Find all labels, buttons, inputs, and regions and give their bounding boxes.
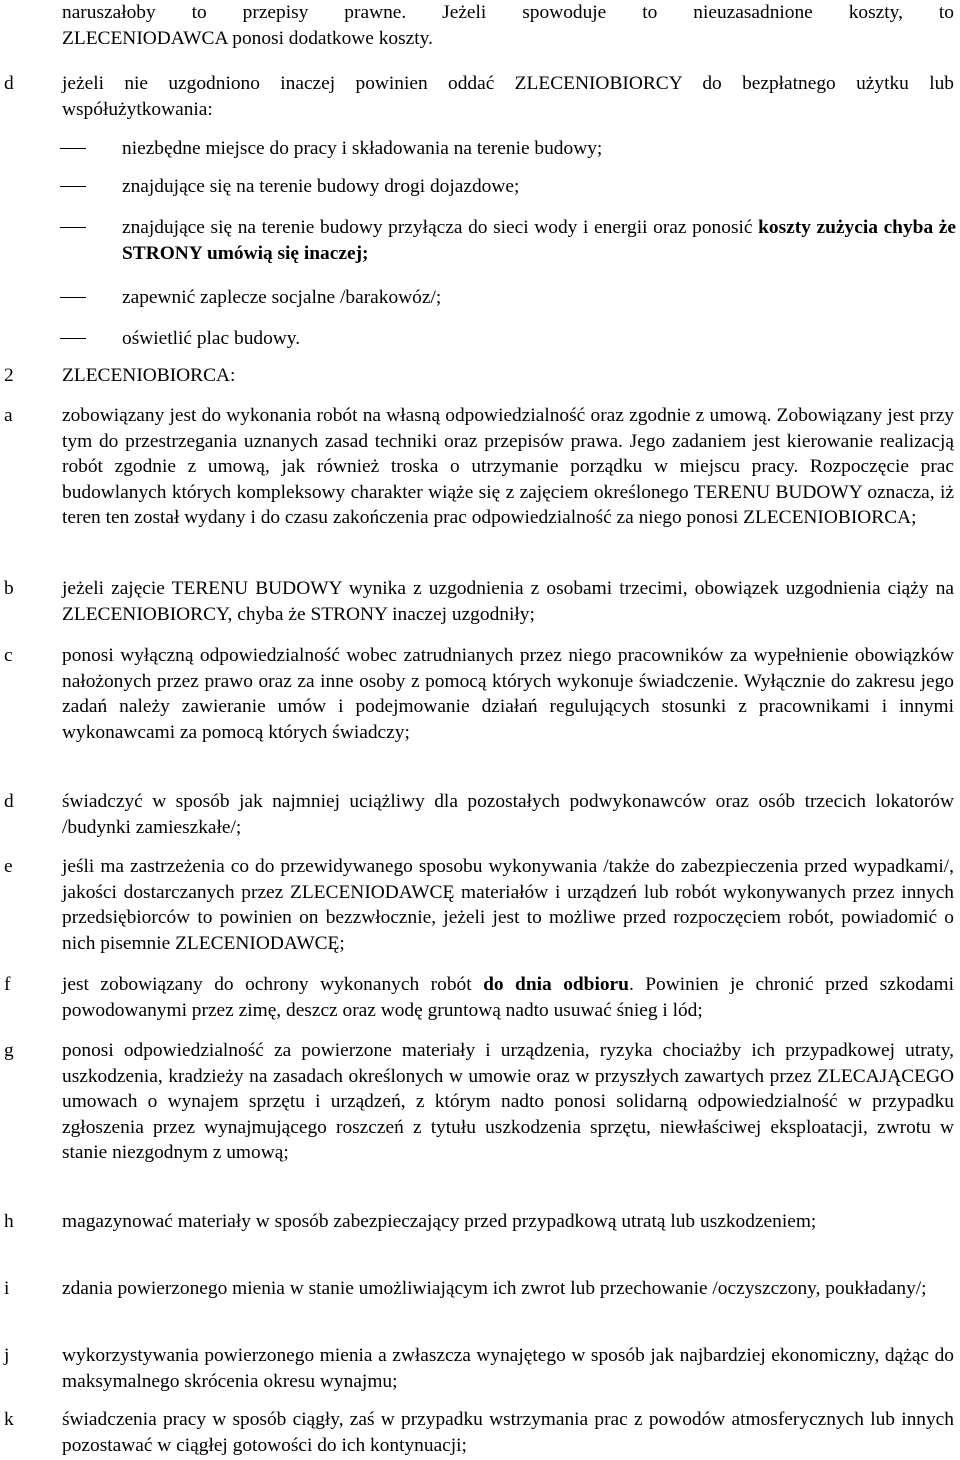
dash-item: [0, 136, 960, 162]
list-item: [0, 1276, 960, 1328]
list-item: [0, 1038, 960, 1192]
list-marker: i: [4, 1278, 10, 1299]
dash-item: [0, 285, 960, 311]
list-item-text: wykorzystywania powierzonego mienia a zwłaszcza wynajętego w sposób jak najbardziej ekonomiczny, dążąc do maksymalnego skrócenia okresu wynajmu;: [62, 1345, 954, 1392]
intro-paragraph: [0, 0, 960, 52]
list-marker: j: [4, 1345, 10, 1366]
intro-line-2: ZLECENIODAWCA ponosi dodatkowe koszty.: [62, 27, 433, 49]
list-item-text: zdania powierzonego mienia w stanie umożliwiającym ich zwrot lub przechowanie /oczyszczony, poukładany/;: [62, 1278, 927, 1299]
dash-item-text: oświetlić plac budowy.: [122, 328, 301, 349]
list-item-text: [62, 972, 954, 1023]
list-item-text: jeśli ma zastrzeżenia co do przewidywanego sposobu wykonywania /także do zabezpieczenia przed wypadkami/, jakości dostarczanych przez ZLECENIODAWCĘ materiałów i urządzeń lub robót wykonywanych przez innych przedsiębiorców to powinien on bezzwłocznie, jeżeli jest to możliwe przed rozpoczęciem robót, powiadomić o nich pisemnie ZLECENIODAWCĘ;: [62, 856, 954, 954]
list-marker: g: [4, 1040, 14, 1061]
dash-item: [0, 326, 960, 352]
section-heading: [0, 363, 960, 389]
list-marker: f: [4, 974, 11, 995]
list-item: [0, 972, 960, 1024]
list-item-text: magazynować materiały w sposób zabezpieczający przed przypadkową utratą lub uszkodzeniem;: [62, 1211, 817, 1232]
list-item-plain-2: . Powinien je chronić przed szkodami powodowanymi przez zimę, deszcz oraz wodę gruntową nadto usuwać śnieg i lód;: [62, 974, 954, 1021]
dash-item-text: niezbędne miejsce do pracy i składowania na terenie budowy;: [122, 138, 603, 159]
list-item: [0, 854, 960, 957]
list-item-text: jeżeli nie uzgodniono inaczej powinien oddać ZLECENIOBIORCY do bezpłatnego użytku lub współużytkowania:: [62, 73, 954, 120]
dash-item: [0, 215, 960, 267]
dash-item-text: [122, 215, 956, 266]
list-item: [0, 789, 960, 841]
list-item-plain: jest zobowiązany do ochrony wykonanych robót: [62, 974, 484, 995]
list-item-text: świadczyć w sposób jak najmniej uciążliwy dla pozostałych podwykonawców oraz osób trzecich lokatorów /budynki zamieszkałe/;: [62, 791, 954, 838]
dash-bullet: [60, 227, 86, 228]
list-marker: b: [4, 578, 14, 599]
section-number: 2: [4, 365, 14, 386]
section-title: ZLECENIOBIORCA:: [62, 365, 236, 386]
dash-item: [0, 174, 960, 200]
list-item-d-first: [0, 71, 960, 123]
list-item-text: ponosi odpowiedzialność za powierzone materiały i urządzenia, ryzyka chociażby ich przypadkowej utraty, uszkodzenia, kradzieży na zasadach określonych w umowie oraz w przyszłych zawartych przez ZLECAJĄCEGO umowach o wynajem sprzętu i urządzeń, z którym nadto ponosi solidarną odpowiedzialność w przypadku zgłoszenia przez wynajmującego roszczeń z tytułu uszkodzenia sprzętu, niewłaściwej eksploatacji, zwrotu w stanie niezgodnym z umową;: [62, 1040, 954, 1164]
list-item: [0, 1407, 960, 1459]
dash-item-text: zapewnić zaplecze socjalne /barakowóz/;: [122, 287, 442, 308]
list-item-bold: do dnia odbioru: [483, 974, 629, 995]
list-marker: e: [4, 856, 13, 877]
list-item-text: świadczenia pracy w sposób ciągły, zaś w przypadku wstrzymania prac z powodów atmosferycznych lub innych pozostawać w ciągłej gotowości do ich kontynuacji;: [62, 1409, 954, 1456]
list-marker: d: [4, 791, 14, 812]
list-item: [0, 1343, 960, 1395]
list-item: [0, 403, 960, 557]
list-item: [0, 643, 960, 771]
list-item: [0, 576, 960, 628]
list-marker: a: [4, 405, 13, 426]
list-marker: h: [4, 1211, 14, 1232]
dash-bullet: [60, 148, 86, 149]
dash-item-plain: znajdujące się na terenie budowy przyłącza do sieci wody i energii oraz ponosić: [122, 217, 759, 238]
list-marker: d: [4, 73, 14, 94]
list-item-text: ponosi wyłączną odpowiedzialność wobec zatrudnianych przez niego pracowników za wypełnienie obowiązków nałożonych przez prawo oraz za inne osoby z pomocą których wykonuje świadczenie. Wyłącznie do zakresu jego zadań należy zawieranie umów i podejmowanie działań regulujących stosunki z pracownikami i innymi wykonawcami za pomocą których świadczy;: [62, 645, 954, 743]
dash-bullet: [60, 186, 86, 187]
list-item-text: zobowiązany jest do wykonania robót na własną odpowiedzialność oraz zgodnie z umową. Zobowiązany jest przy tym do przestrzegania uznanych zasad techniki oraz przepisów prawa. Jego zadaniem jest kierowanie realizacją robót zgodnie z umową, jak również troska o utrzymanie porządku w miejscu pracy. Rozpoczęcie prac budowlanych których kompleksowy charakter wiąże się z zajęciem określonego TERENU BUDOWY oznacza, iż teren ten został wydany i do czasu zakończenia prac odpowiedzialność za niego ponosi ZLECENIOBIORCA;: [62, 405, 954, 529]
list-marker: k: [4, 1409, 14, 1430]
list-item-text: jeżeli zajęcie TERENU BUDOWY wynika z uzgodnienia z osobami trzecimi, obowiązek uzgodnienia ciąży na ZLECENIOBIORCY, chyba że STRONY inaczej uzgodniły;: [62, 578, 954, 625]
intro-line-1: naruszałoby to przepisy prawne. Jeżeli spowoduje to nieuzasadnione koszty, to: [62, 2, 954, 23]
list-marker: c: [4, 645, 13, 666]
dash-bullet: [60, 297, 86, 298]
list-item: [0, 1209, 960, 1261]
dash-item-text: znajdujące się na terenie budowy drogi dojazdowe;: [122, 176, 520, 197]
dash-item-bold: koszty zużycia chyba że STRONY umówią się inaczej;: [122, 217, 956, 264]
dash-bullet: [60, 338, 86, 339]
